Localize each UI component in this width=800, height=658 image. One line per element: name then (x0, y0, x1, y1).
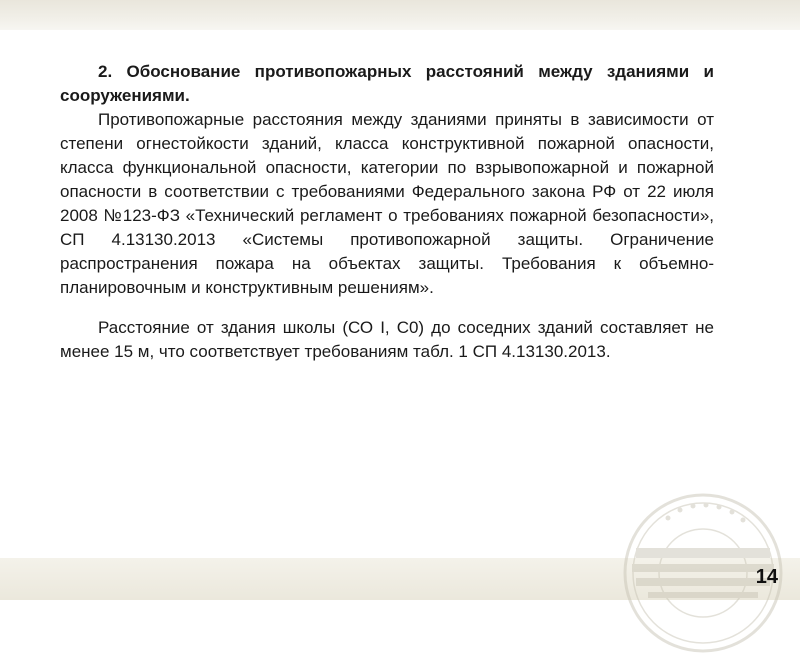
top-decorative-band (0, 0, 800, 30)
body-paragraph-2: Расстояние от здания школы (СО I, С0) до соседних зданий составляет не менее 15 м, что соответствует требованиям табл. 1 СП 4.13130.2013. (60, 318, 714, 361)
section-heading: 2. Обоснование противопожарных расстояний между зданиями и сооружениями. (60, 62, 714, 105)
body-paragraph-1: Противопожарные расстояния между зданиями приняты в зависимости от степени огнестойкости зданий, класса конструктивной пожарной опасности, класса функциональной опасности, категории по взрывопожарной и пожарной опасности в соответствии с требованиями Федерального закона РФ от 22 июля 2008 №123-ФЗ «Технический регламент о требованиях пожарной безопасности», СП 4.13130.2013 «Системы противопожарной защиты. Ограничение распространения пожара на объектах защиты. Требования к объемно-планировочным и конструктивным решениям». (60, 110, 714, 297)
slide-content (60, 60, 714, 364)
paragraph-gap (60, 300, 714, 316)
page-number: 14 (755, 566, 778, 588)
